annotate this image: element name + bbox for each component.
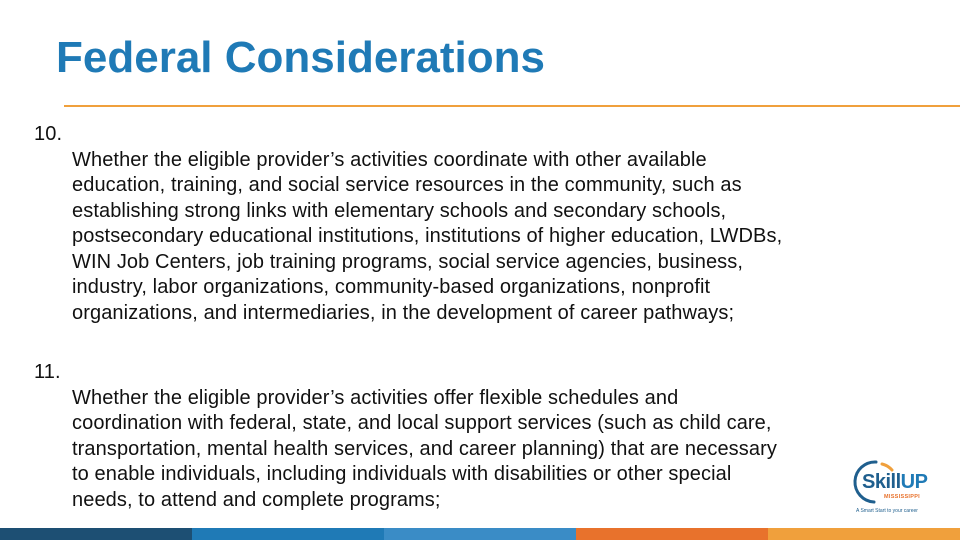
logo-tagline: A Smart Start to your career: [856, 508, 918, 514]
item-number: 11.: [34, 361, 61, 383]
footer-segment: [0, 528, 192, 540]
footer-segment: [576, 528, 768, 540]
skillup-logo: [852, 458, 944, 518]
footer-segment: [192, 528, 384, 540]
logo-wordmark: [862, 472, 927, 492]
list-item: [34, 360, 934, 513]
footer-color-bar: [0, 528, 960, 540]
footer-segment: [768, 528, 960, 540]
logo-word-up: UP: [900, 471, 928, 493]
footer-segment: [384, 528, 576, 540]
logo-word-skill: Skill: [862, 471, 901, 493]
item-text: Whether the eligible provider’s activities coordinate with other available education, training, and social service resources in the community, such as establishing strong links with elementary schools and secondary schools, postsecondary educational institutions, institutions of higher education, LWDBs, WIN Job Centers, job training programs, social service agencies, business, industry, labor organizations, community-based organizations, nonprofit organizations, and intermediaries, in the development of career pathways;: [72, 148, 783, 324]
slide-title: Federal Considerations: [56, 33, 546, 82]
logo-state: MISSISSIPPI: [884, 494, 921, 500]
consideration-list: [34, 122, 934, 513]
title-underline: [64, 105, 960, 107]
item-number: 10.: [34, 123, 63, 145]
list-item: [34, 122, 934, 326]
item-text: Whether the eligible provider’s activities offer flexible schedules and coordination with federal, state, and local support services (such as child care, transportation, mental health services, and career planning) that are necessary to enable individuals, including individuals with disabilities or other special needs, to attend and complete programs;: [72, 386, 777, 511]
